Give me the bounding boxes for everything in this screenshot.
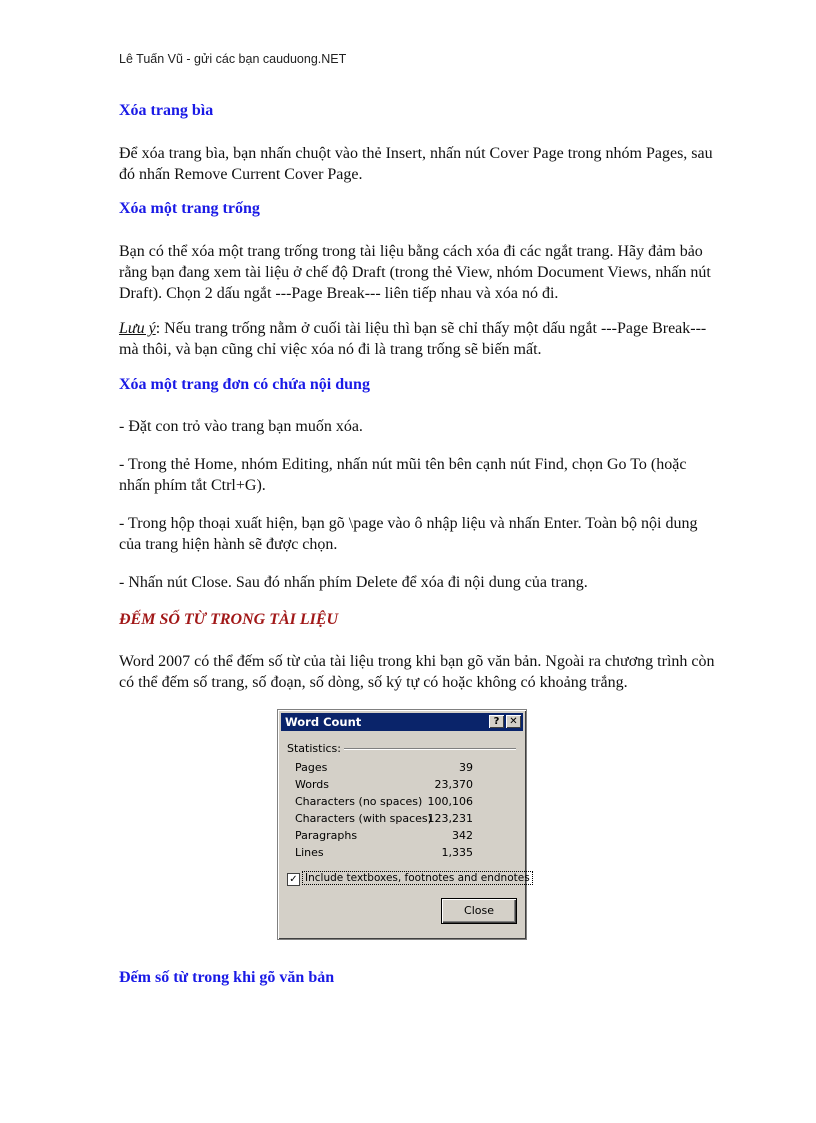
dialog-titlebar (281, 713, 523, 731)
stat-name: Words (295, 778, 330, 791)
close-button[interactable]: Close (441, 898, 517, 924)
group-divider (344, 748, 516, 750)
statistics-label: Statistics: (287, 742, 341, 755)
dialog-title: Word Count (285, 715, 362, 729)
stat-value: 100,106 (427, 795, 473, 808)
help-icon[interactable]: ? (489, 715, 504, 728)
section-title-remove-content-page: Xóa một trang đơn có chứa nội dung (119, 376, 370, 393)
stat-row (295, 829, 473, 844)
stat-name: Characters (no spaces) (295, 795, 423, 808)
stat-name: Lines (295, 846, 324, 859)
paragraph: - Trong hộp thoại xuất hiện, bạn gõ \page vào ô nhập liệu và nhấn Enter. Toàn bộ nội dung của trang hiện hành sẽ được chọn. (119, 515, 698, 553)
section-title-remove-blank-page: Xóa một trang trống (119, 200, 260, 217)
paragraph: Để xóa trang bìa, bạn nhấn chuột vào thẻ Insert, nhấn nút Cover Page trong nhóm Pages, sau đó nhấn Remove Current Cover Page. (119, 145, 713, 183)
include-textboxes-option[interactable] (285, 871, 530, 887)
paragraph: - Nhấn nút Close. Sau đó nhấn phím Delete để xóa đi nội dung của trang. (119, 574, 588, 591)
page-header: Lê Tuấn Vũ - gửi các bạn cauduong.NET (119, 52, 347, 66)
close-icon[interactable]: ✕ (506, 715, 521, 728)
word-count-dialog (277, 709, 530, 940)
section-title-remove-cover: Xóa trang bìa (119, 102, 214, 119)
stat-value: 1,335 (441, 846, 473, 859)
stat-name: Characters (with spaces) (295, 812, 432, 825)
paragraph: - Đặt con trỏ vào trang bạn muốn xóa. (119, 418, 363, 435)
stat-value: 342 (452, 829, 473, 842)
note-label: Lưu ý (119, 320, 156, 337)
section-title-word-count: ĐẾM SỐ TỪ TRONG TÀI LIỆU (119, 611, 339, 628)
stat-row (295, 846, 473, 861)
include-textboxes-checkbox[interactable]: ✓ (287, 873, 300, 886)
include-textboxes-label[interactable]: Include textboxes, footnotes and endnotes (302, 871, 533, 885)
stat-value: 23,370 (434, 778, 473, 791)
stat-name: Pages (295, 761, 328, 774)
stat-value: 39 (459, 761, 473, 774)
paragraph: Bạn có thể xóa một trang trống trong tài liệu bằng cách xóa đi các ngắt trang. Hãy đảm bảo rằng bạn đang xem tài liệu ở chế độ Draft (trong thẻ View, nhóm Document Views, nhấn nút Draft). Chọn 2 dấu ngắt ---Page Break--- liên tiếp nhau và xóa nó đi. (119, 243, 711, 302)
note-text: : Nếu trang trống nằm ở cuối tài liệu thì bạn sẽ chỉ thấy một dấu ngắt ---Page Break--- mà thôi, và bạn cũng chỉ việc xóa nó đi là trang trống sẽ biến mất. (119, 320, 707, 358)
paragraph: - Trong thẻ Home, nhóm Editing, nhấn nút mũi tên bên cạnh nút Find, chọn Go To (hoặc nhấn phím tắt Ctrl+G). (119, 456, 687, 494)
stat-row (295, 812, 473, 827)
stat-row (295, 761, 473, 776)
paragraph: Word 2007 có thể đếm số từ của tài liệu trong khi bạn gõ văn bản. Ngoài ra chương trình còn có thể đếm số trang, số đoạn, số dòng, số ký tự có hoặc không có khoảng trắng. (119, 653, 715, 691)
stat-value: 123,231 (427, 812, 473, 825)
note-paragraph (119, 318, 719, 360)
stat-row (295, 795, 473, 810)
section-title-count-while-typing: Đếm số từ trong khi gõ văn bản (119, 969, 335, 986)
stat-name: Paragraphs (295, 829, 358, 842)
stat-row (295, 778, 473, 793)
